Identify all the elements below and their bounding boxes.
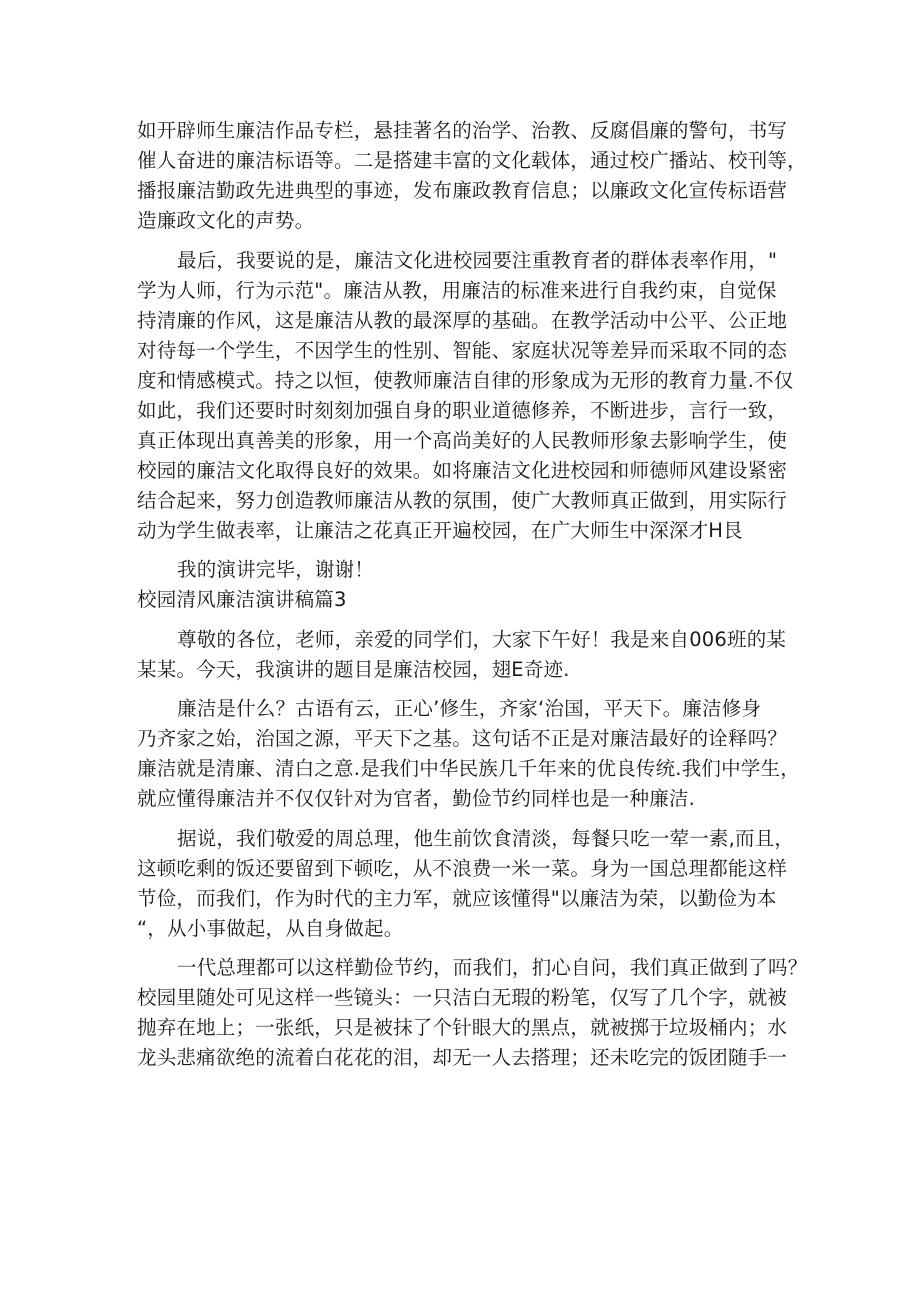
- paragraph-gap: [137, 546, 797, 556]
- document-body: [137, 116, 808, 1073]
- paragraph-closing: [137, 555, 797, 585]
- text-line: 真正体现出真善美的形象，用一个高尚美好的人民教师形象去影响学生，使: [137, 428, 788, 452]
- text-line: 最后，我要说的是，廉洁文化进校园要注重教育者的群体表率作用，": [177, 248, 778, 272]
- paragraph-self-reflection: [137, 953, 808, 1073]
- text-line: 如此，我们还要时时刻刻加强自身的职业道德修养，不断进步，言行一致，: [137, 398, 788, 422]
- text-line: 催人奋进的廉洁标语等。二是搭建丰富的文化载体，通过校广播站、校刊等，: [137, 149, 807, 172]
- text-line: 对待每一个学生，不因学生的性别、智能、家庭状况等差异而采取不同的态: [137, 338, 788, 362]
- paragraph-teachers-role-model: [137, 246, 797, 546]
- text-line: 这顿吃剩的饭还要留到下顿吃，从不浪费一米一菜。身为一国总理都能这样: [137, 856, 788, 880]
- text-line: 抛弃在地上；一张纸，只是被抹了个针眼大的黑点，就被掷于垃圾桶内；水: [137, 1016, 788, 1039]
- paragraph-premier-zhou: [137, 824, 797, 944]
- paragraph-gap: [137, 615, 797, 625]
- text-line: 乃齐家之始，治国之源，平天下之基。这句话不正是对廉洁最好的诠释吗？: [137, 727, 788, 750]
- paragraph-what-is-integrity: [137, 694, 800, 814]
- paragraph-display: [137, 116, 807, 236]
- text-line: 据说，我们敬爱的周总理，他生前饮食清淡，每餐只吃一荤一素,而且，: [177, 826, 795, 850]
- text-line: 播报廉洁勤政先进典型的事迹，发布廉政教育信息；以廉政文化宣传标语营: [137, 179, 788, 202]
- text-line: 我的演讲完毕，谢谢！: [177, 558, 375, 581]
- text-line: 节俭，而我们，作为时代的主力军，就应该懂得"以廉洁为荣，以勤俭为本: [137, 886, 777, 910]
- text-line: 尊敬的各位，老师，亲爱的同学们，大家下午好！我是来自006班的某: [177, 627, 787, 651]
- paragraph-gap: [137, 236, 797, 246]
- text-line: 校园里随处可见这样一些镜头：一只洁白无瑕的粉笔，仅写了几个字，就被: [137, 986, 788, 1009]
- text-line: 持清廉的作风，这是廉洁从教的最深厚的基础。在教学活动中公平、公正地: [137, 308, 788, 332]
- text-line: 校园的廉洁文化取得良好的效果。如将廉洁文化进校园和师德师风建设紧密: [137, 458, 788, 482]
- section-heading: [137, 585, 797, 615]
- text-line: 就应懂得廉洁并不仅仅针对为官者，勤俭节约同样也是一种廉洁.: [137, 787, 695, 810]
- paragraph-gap: [137, 814, 797, 824]
- text-line: 动为学生做表率，让廉洁之花真正开遍校园，在广大师生中深深才H艮: [137, 518, 743, 542]
- text-line: 结合起来，努力创造教师廉洁从教的氛围，使广大教师真正做到，用实际行: [137, 488, 788, 512]
- paragraph-gap: [137, 685, 797, 695]
- text-line: 度和情感模式。持之以恒，使教师廉洁自律的形象成为无形的教育力量.不仅: [137, 368, 794, 392]
- paragraph-greeting: [137, 625, 797, 685]
- text-line: 廉洁是什么？古语有云，正心’修生，齐家‘治国，平天下。廉洁修身: [177, 697, 762, 720]
- text-line: 一代总理都可以这样勤俭节约，而我们，扪心自问，我们真正做到了吗？: [177, 956, 808, 979]
- paragraph-gap: [137, 944, 797, 954]
- text-line: 龙头悲痛欲绝的流着白花花的泪，却无一人去搭理；还未吃完的饭团随手一: [137, 1046, 788, 1069]
- text-line: “，从小事做起，从自身做起。: [137, 916, 404, 940]
- text-line: 如开辟师生廉洁作品专栏，悬挂著名的治学、治教、反腐倡廉的警句，书写: [137, 119, 788, 142]
- text-line: 学为人师，行为示范"。廉洁从教，用廉洁的标准来进行自我约束，自觉保: [137, 278, 777, 302]
- text-line: 廉洁就是清廉、清白之意.是我们中华民族几千年来的优良传统.我们中学生，: [137, 757, 800, 780]
- text-line: 造廉政文化的声势。: [137, 209, 315, 232]
- text-line: 某某。今天，我演讲的题目是廉洁校园，翅E奇迹.: [137, 657, 570, 681]
- heading-text: 校园清风廉洁演讲稿篇3: [137, 588, 347, 611]
